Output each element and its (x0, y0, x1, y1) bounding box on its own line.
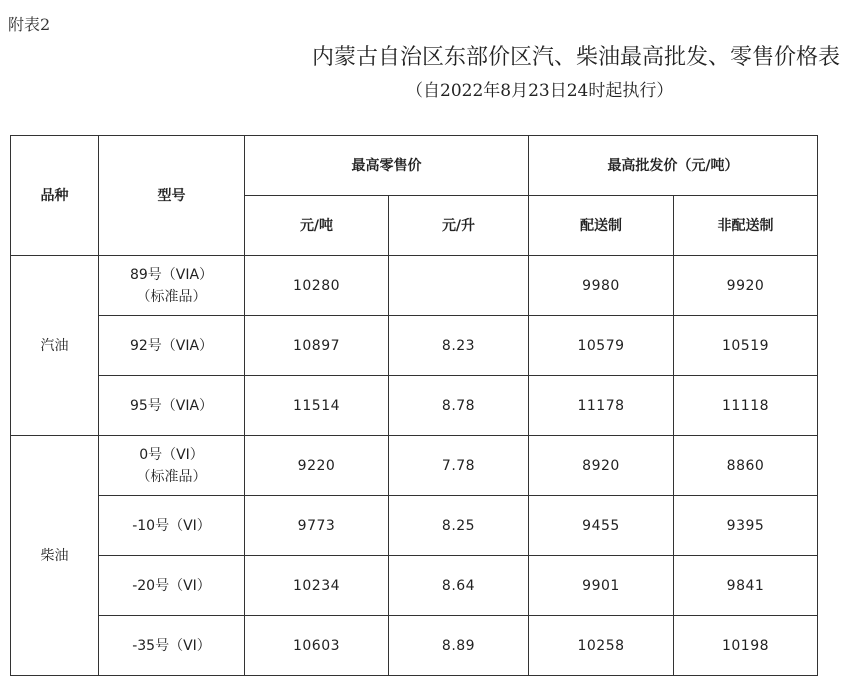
model-cell (99, 436, 245, 496)
non-delivery-cell: 9395 (674, 496, 818, 556)
retail-ton-cell: 10234 (245, 556, 389, 616)
retail-ton-cell: 9773 (245, 496, 389, 556)
retail-liter-cell (389, 256, 529, 316)
non-delivery-cell: 8860 (674, 436, 818, 496)
table-row (11, 556, 818, 616)
delivery-cell: 9901 (529, 556, 674, 616)
category-cell: 汽油 (11, 256, 99, 436)
model-note: （标准品） (136, 468, 207, 485)
table-row (11, 316, 818, 376)
retail-ton-cell: 11514 (245, 376, 389, 436)
table-row (11, 496, 818, 556)
table-row (11, 376, 818, 436)
retail-ton-cell: 10897 (245, 316, 389, 376)
retail-liter-cell: 8.89 (389, 616, 529, 676)
retail-ton-cell: 10280 (245, 256, 389, 316)
model-cell: -10号（VI） (99, 496, 245, 556)
table-header-row (11, 136, 818, 196)
delivery-cell: 9980 (529, 256, 674, 316)
model-cell: -35号（VI） (99, 616, 245, 676)
model-cell: 92号（VIA） (99, 316, 245, 376)
retail-ton-cell: 9220 (245, 436, 389, 496)
table-row (11, 256, 818, 316)
model-cell: 95号（VIA） (99, 376, 245, 436)
retail-liter-cell: 8.64 (389, 556, 529, 616)
retail-ton-cell: 10603 (245, 616, 389, 676)
delivery-cell: 10258 (529, 616, 674, 676)
model-note: （标准品） (136, 288, 207, 305)
header-category: 品种 (11, 136, 99, 256)
delivery-cell: 10579 (529, 316, 674, 376)
delivery-cell: 11178 (529, 376, 674, 436)
header-retail-ton: 元/吨 (245, 196, 389, 256)
retail-liter-cell: 8.23 (389, 316, 529, 376)
page-title: 内蒙古自治区东部价区汽、柴油最高批发、零售价格表 (311, 45, 840, 70)
model-name: 89号（VIA） (129, 266, 214, 283)
category-cell: 柴油 (11, 436, 99, 676)
appendix-label: 附表2 (8, 15, 51, 34)
non-delivery-cell: 11118 (674, 376, 818, 436)
retail-liter-cell: 7.78 (389, 436, 529, 496)
price-table (10, 135, 818, 676)
header-retail-group: 最高零售价 (245, 136, 529, 196)
delivery-cell: 9455 (529, 496, 674, 556)
non-delivery-cell: 10198 (674, 616, 818, 676)
model-cell (99, 256, 245, 316)
retail-liter-cell: 8.25 (389, 496, 529, 556)
effective-date-subtitle: （自2022年8月23日24时起执行） (406, 81, 674, 101)
retail-liter-cell: 8.78 (389, 376, 529, 436)
header-retail-liter: 元/升 (389, 196, 529, 256)
non-delivery-cell: 10519 (674, 316, 818, 376)
model-name: 0号（VI） (139, 446, 204, 463)
header-model: 型号 (99, 136, 245, 256)
model-cell: -20号（VI） (99, 556, 245, 616)
header-non-delivery: 非配送制 (674, 196, 818, 256)
table-row (11, 616, 818, 676)
header-wholesale-group: 最高批发价（元/吨） (529, 136, 818, 196)
header-delivery: 配送制 (529, 196, 674, 256)
non-delivery-cell: 9841 (674, 556, 818, 616)
table-row (11, 436, 818, 496)
non-delivery-cell: 9920 (674, 256, 818, 316)
delivery-cell: 8920 (529, 436, 674, 496)
